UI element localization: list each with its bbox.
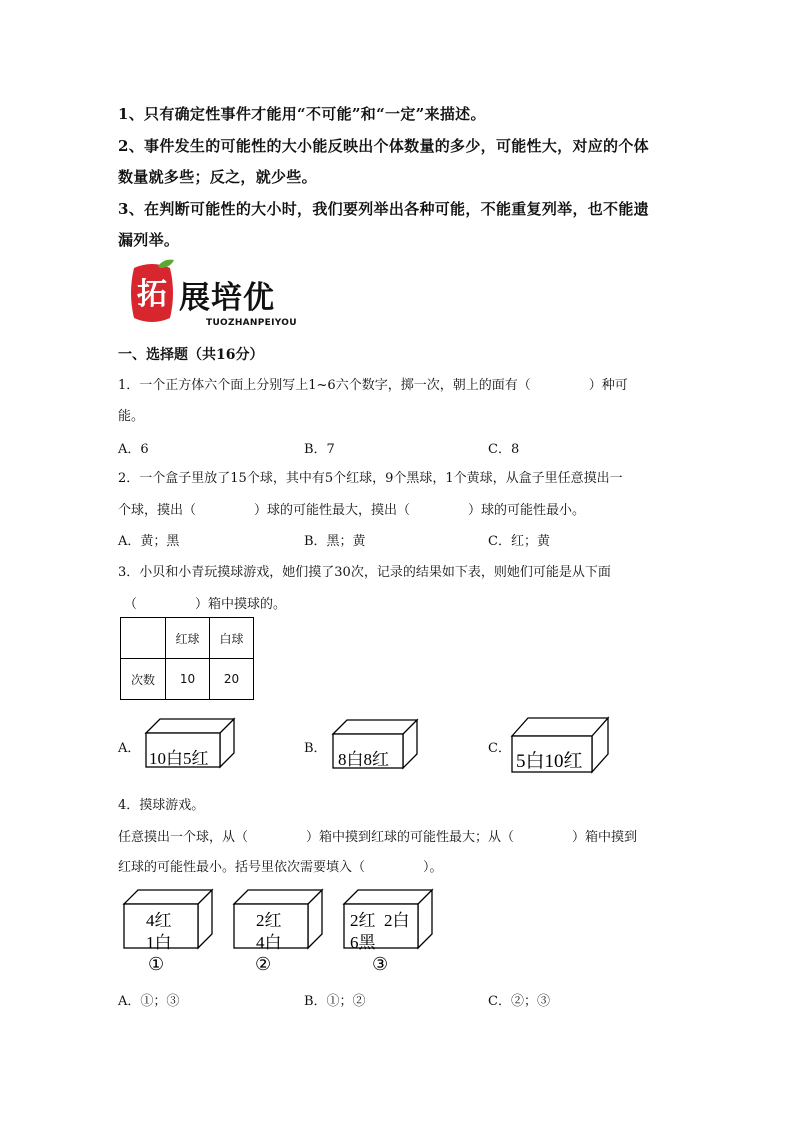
box-label: 6黑 [350,933,376,952]
q4-text-e: ）。 [423,860,443,875]
table-cell: 10 [166,659,210,700]
box-number: ① [148,954,165,974]
q3-option-a[interactable]: A． [118,741,141,756]
table-row [121,659,254,700]
box-label: 5白10红 [516,751,583,772]
logo-pinyin: TUOZHANPEIYOU [206,318,297,328]
q2-option-a[interactable]: A．黄；黑 [118,534,180,549]
logo-badge-icon [128,258,176,328]
q4-option-c[interactable]: C．②；③ [488,994,550,1009]
section-title: 一、选择题（共16分） [118,347,264,363]
tip-2-line-2: 数量就多些；反之，就少些。 [118,168,317,186]
q2-option-b[interactable]: B．黑；黄 [304,534,366,549]
tip-3-line-1: 3、在判断可能性的大小时，我们要列举出各种可能，不能重复列举，也不能遗 [118,200,649,218]
q4-line-2 [118,856,443,875]
tip-2-line-1: 2、事件发生的可能性的大小能反映出个体数量的多少，可能性大，对应的个体 [118,137,649,155]
q1-line-1 [118,374,628,393]
table-cell: 白球 [210,618,254,659]
q4-option-a[interactable]: A．①；③ [118,994,180,1009]
tip-3-line-2: 漏列举。 [118,231,180,249]
q2-text-c: ）球的可能性最小。 [468,503,586,518]
q4-title: 4．摸球游戏。 [118,798,205,813]
q2-option-c[interactable]: C．红；黄 [488,534,550,549]
q4-option-b[interactable]: B．①；② [304,994,366,1009]
table-cell: 20 [210,659,254,700]
q1-option-a[interactable]: A．6 [118,442,149,457]
q1-text-end: ）种可 [588,378,628,393]
q3-text-a: （ [124,597,138,612]
q1-line-2: 能。 [118,409,145,424]
q3-line-1: 3．小贝和小青玩摸球游戏，她们摸了30次，记录的结果如下表，则她们可能是从下面 [118,565,611,580]
q3-text-b: ）箱中摸球的。 [195,597,287,612]
table-row [121,618,254,659]
box-number: ③ [372,954,389,974]
q3-option-b[interactable]: B． [304,741,327,756]
q4-text-b: ）箱中摸到红球的可能性最大；从（ [306,830,515,845]
q2-text-b: ）球的可能性最大，摸出（ [254,503,411,518]
q3-line-2 [124,593,286,612]
q1-option-b[interactable]: B．7 [304,442,335,457]
q2-line-2 [118,499,585,518]
box-label: 1白 [146,933,172,952]
logo-name: 展培优 [179,280,275,316]
q1-text: 1．一个正方体六个面上分别写上1~6六个数字，掷一次，朝上的面有（ [118,378,531,393]
box-label: 4红 [146,911,172,930]
q4-line-1 [118,826,637,845]
tally-table [120,617,254,700]
q2-line-1: 2．一个盒子里放了15个球，其中有5个红球，9个黑球，1个黄球，从盒子里任意摸出一 [118,471,623,486]
box-label: 4白 [256,933,282,952]
q3-option-c[interactable]: C． [488,741,511,756]
q4-text-a: 任意摸出一个球，从（ [118,830,249,845]
q4-text-c: ）箱中摸到 [572,830,638,845]
table-cell [121,618,166,659]
box-label: 8白8红 [338,750,389,769]
logo-badge-char: 拓 [137,277,167,312]
tip-1: 1、只有确定性事件才能用“不可能”和“一定”来描述。 [118,105,486,123]
box-label: 10白5红 [149,749,209,768]
q2-text-a: 个球，摸出（ [118,503,197,518]
box-number: ② [255,954,272,974]
q1-option-c[interactable]: C．8 [488,442,520,457]
q4-text-d: 红球的可能性最小。括号里依次需要填入（ [118,860,366,875]
table-cell: 次数 [121,659,166,700]
box-label: 2红 2白 [350,911,410,930]
table-cell: 红球 [166,618,210,659]
box-label: 2红 [256,911,282,930]
